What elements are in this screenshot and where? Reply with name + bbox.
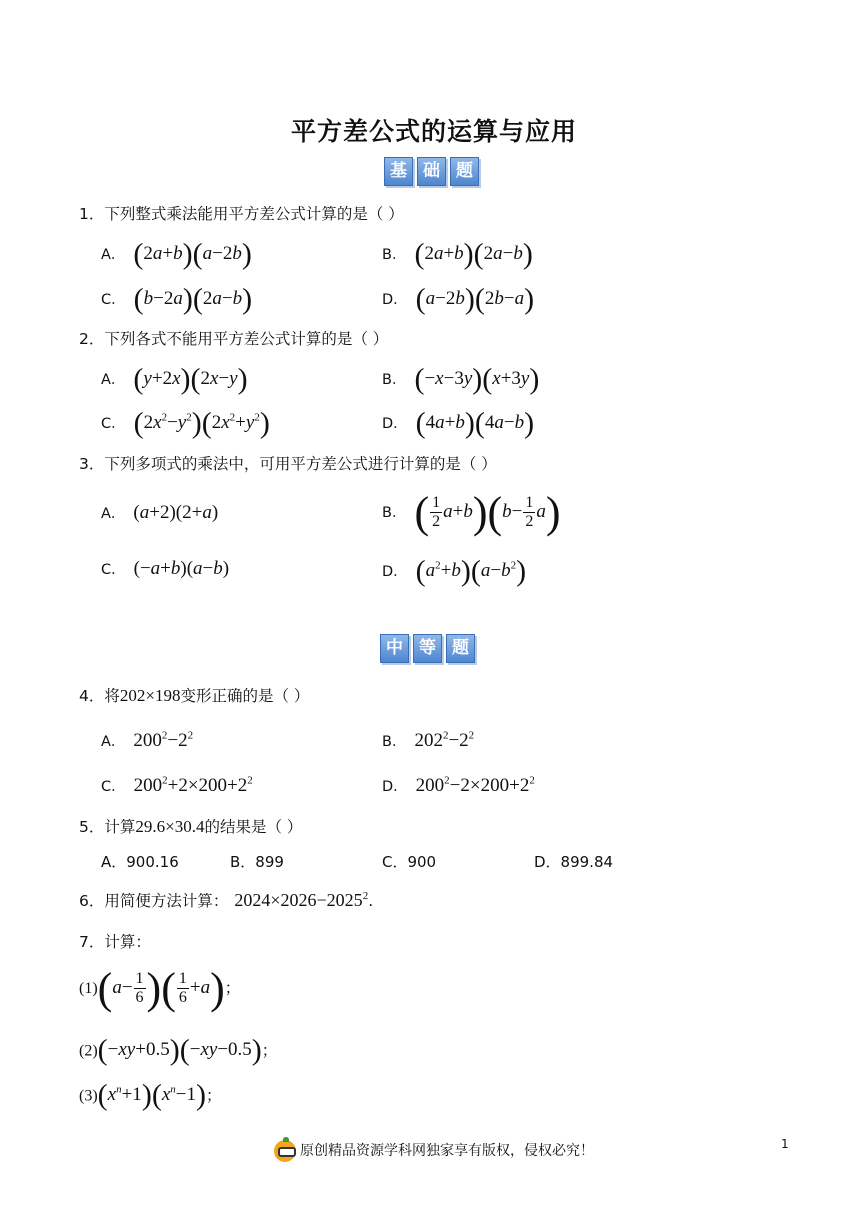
stem-text: 5．计算 (79, 818, 136, 836)
q2-option-b: B． (−x−3y)(x+3y) (382, 363, 540, 396)
badge-char: 基 (384, 157, 413, 186)
q3-option-d: D． $(a^2+b)(a-b^2)$ (382, 555, 527, 588)
q5-option-d: D．899.84 (534, 853, 614, 871)
q5-option-b: B．899 (230, 853, 284, 871)
q3-option-c: C． (−a+b)(a−b) (101, 558, 230, 579)
stem-text: 变形正确的是（ ） (180, 687, 310, 705)
copyright-text: 原创精品资源学科网独家享有版权，侵权必究！ (300, 1143, 594, 1159)
question-2-stem: 2．下列各式不能用平方差公式计算的是（ ） (79, 330, 389, 348)
stem-end: . (368, 892, 374, 910)
semicolon: ； (205, 1086, 222, 1105)
q5-option-c: C．900 (382, 853, 437, 871)
badge-char: 题 (450, 157, 479, 186)
q1-option-d: D． (a−2b)(2b−a) (382, 283, 535, 316)
option-label: A． (101, 734, 126, 751)
q5-option-a: A．900.16 (101, 853, 179, 871)
badge-char: 础 (417, 157, 446, 186)
option-label: C． (101, 416, 126, 433)
option-label: C． (101, 292, 126, 309)
q4-option-b: B． $202^2-2^2$ (382, 730, 475, 752)
q3-option-b: B． ( $\frac{1}{2}$ a+b)(b− $\frac{1}{2}$ a) (382, 488, 561, 537)
q2-option-c: C． $(2x^2-y^2)(2x^2+y^2)$ (101, 407, 270, 440)
option-label: C． (101, 779, 126, 796)
option-label: A． (101, 247, 126, 264)
q4-option-d: D． $200^2-2\times 200+2^2$ (382, 775, 535, 797)
part-label: (3) (79, 1087, 98, 1105)
q4-option-c: C． $200^2+2\times 200+2^2$ (101, 775, 253, 797)
q3-option-a: A． (a+2)(2+a) (101, 502, 219, 523)
logo-icon (274, 1140, 296, 1162)
badge-char: 中 (380, 634, 409, 663)
section-badge-basic (384, 157, 479, 186)
q7-part-1: (1)(a− $\frac{1}{6}$ )( $\frac{1}{6}$ +a)； (79, 964, 241, 1013)
page-number: 1 (781, 1137, 789, 1151)
semicolon: ； (224, 978, 241, 997)
question-4-stem: 4．将202×198变形正确的是（ ） (79, 686, 310, 705)
part-label: (2) (79, 1042, 98, 1060)
q7-part-2: (2)(−xy+0.5)(−xy−0.5)； (79, 1034, 278, 1067)
q7-part-3: $(3)(x^n+1)(x^n-1)$； (79, 1079, 222, 1112)
option-label: A． (101, 506, 126, 522)
stem-text: 6．用简便方法计算： (79, 892, 229, 910)
stem-text: 4．将 (79, 687, 120, 705)
part-label: (1) (79, 979, 98, 997)
option-label: D． (382, 292, 408, 309)
option-label: D． (382, 416, 408, 433)
option-label: C． (101, 562, 126, 578)
stem-text: 的结果是（ ） (204, 818, 303, 836)
option-label: A． (101, 372, 126, 389)
badge-char: 等 (413, 634, 442, 663)
semicolon: ； (261, 1041, 278, 1060)
q4-option-a: A． $200^2-2^2$ (101, 730, 194, 752)
badge-char: 题 (446, 634, 475, 663)
page-title: 平方差公式的运算与应用 (290, 117, 577, 146)
question-6-stem: 6．用简便方法计算： $2024\times 2026-2025^2$. (79, 890, 374, 910)
option-label: D． (382, 779, 408, 796)
option-label: B． (382, 734, 407, 751)
option-label: D． (382, 564, 408, 581)
option-label: B． (382, 504, 407, 521)
q2-option-a: A． (y+2x)(2x−y) (101, 363, 248, 396)
footer (0, 1140, 868, 1162)
q2-option-d: D． (4a+b)(4a−b) (382, 407, 535, 440)
question-1-stem: 1．下列整式乘法能用平方差公式计算的是（ ） (79, 205, 404, 223)
option-label: B． (382, 247, 407, 264)
question-7-stem: 7．计算： (79, 933, 151, 951)
question-3-stem: 3．下列多项式的乘法中，可用平方差公式进行计算的是（ ） (79, 455, 497, 473)
option-label: B． (382, 372, 407, 389)
q1-option-c: C． (b−2a)(2a−b) (101, 283, 253, 316)
q1-option-b: B． (2a+b)(2a−b) (382, 238, 533, 271)
question-5-stem: 5．计算29.6×30.4的结果是（ ） (79, 817, 303, 836)
section-badge-medium (380, 634, 475, 663)
q1-option-a: A． (2a+b)(a−2b) (101, 238, 252, 271)
